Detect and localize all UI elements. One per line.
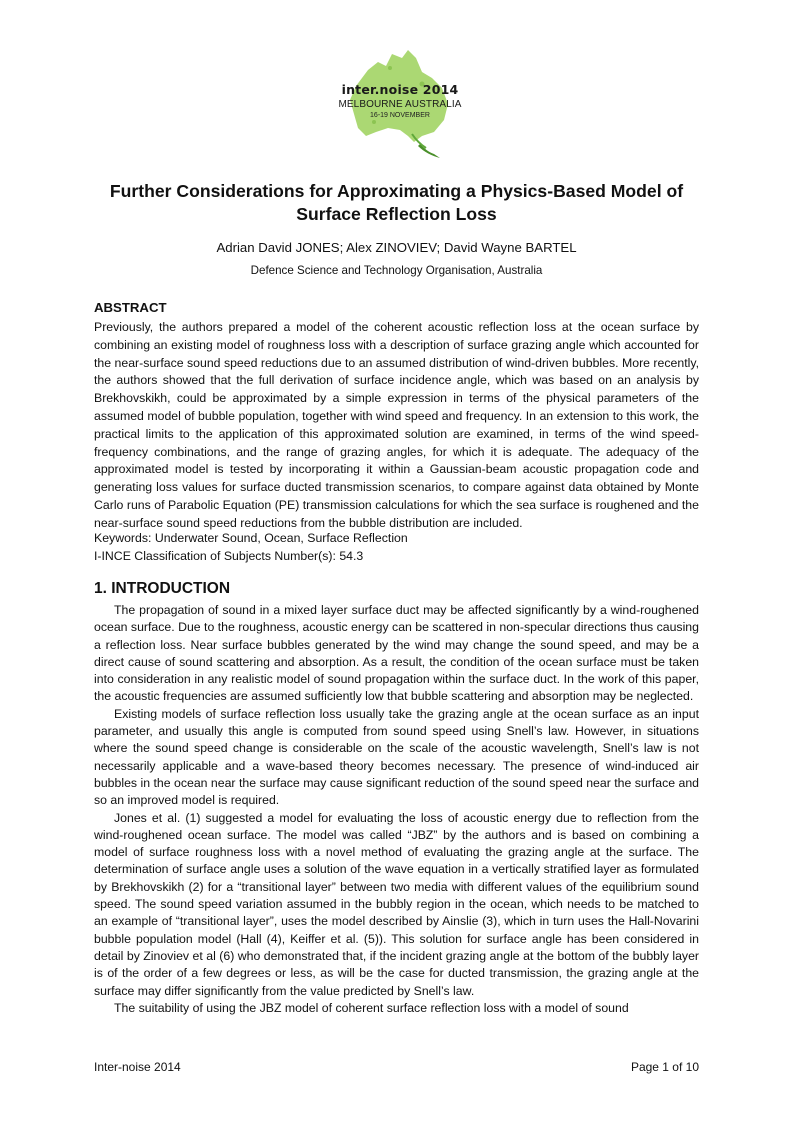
intro-paragraph: Jones et al. (1) suggested a model for evaluating the loss of acoustic energy due to reflection from the wind-roughened ocean surface. The model was called “JBZ” by the authors and is based on combining a model of surface roughness loss with a novel method of evaluating the grazing angle at the surface. The determination of surface angle uses a solution of the wave equation in a vertically stratified layer as formulated by Brekhovskikh (2) for a “transitional layer” between two media with different values of the equilibrium sound speed. The sound speed variation assumed in the bubbly region in the ocean, which needs to be matched to an example of “transitional layer”, uses the model described by Ainslie (3), which in turn uses the Hall-Novarini bubble population model (Hall (4), Keiffer et al. (5)). This solution for surface angle has been considered in detail by Zinoviev et al (6) who demonstrated that, if the incident grazing angle at the bottom of the bubbly layer is of the order of a few degrees or less, as will be the case for ducted transmission, the grazing angle at the surface may differ significantly from the value predicted by Snell’s law.: [94, 810, 699, 998]
intro-paragraph: The suitability of using the JBZ model of coherent surface reflection loss with a model of sound: [114, 1000, 629, 1015]
introduction-body: [94, 602, 699, 1017]
logo-dates: 16-19 NOVEMBER: [370, 112, 430, 119]
logo-title: inter.noise 2014: [341, 82, 459, 97]
abstract-text: Previously, the authors prepared a model of the coherent acoustic reflection loss at the ocean surface by combining an existing model of roughness loss with a description of surface grazing angle which accounted for the near-surface sound speed reductions due to an assumed distribution of wind-driven bubbles. More recently, the authors showed that the full derivation of surface incidence angle, which was based on an analysis by Brekhovskikh, could be approximated by a simple expression in terms of the physical parameters of the assumed model of bubble population, together with wind speed and frequency. In an extension to this work, the practical limits to the application of this approximated solution are examined, in terms of the wind speed-frequency combinations, and the range of grazing angles, for which it is adequate. The adequacy of the approximated model is tested by incorporating it within a Gaussian-beam acoustic propagation code and generating loss values for surface ducted transmission scenarios, to compare against data obtained by Monte Carlo runs of Parabolic Equation (PE) transmission calculations for which the sea surface is roughened and the near-surface sound speed reductions from the bubble distribution are included.: [94, 320, 699, 530]
paper-title: Further Considerations for Approximating a Physics-Based Model of Surface Reflection Loss: [109, 181, 684, 224]
author-affiliation: Defence Science and Technology Organisation, Australia: [250, 264, 543, 277]
keywords-line: Keywords: Underwater Sound, Ocean, Surface Reflection: [94, 531, 408, 545]
classification-line: I-INCE Classification of Subjects Number(s): 54.3: [94, 548, 364, 563]
keywords-block: [94, 530, 408, 565]
intro-paragraph: The propagation of sound in a mixed layer surface duct may be affected significantly by a wind-roughened ocean surface. Due to the roughness, acoustic energy can be scattered in non-specular directions thus causing a reflection loss. Near surface bubbles generated by the wind may change the sound speed, and may be a direct cause of sound scattering and absorption. As a result, the condition of the ocean surface must be taken into consideration in any realistic model of sound propagation within the surface duct. In the work of this paper, the acoustic frequencies are assumed sufficiently low that bubble scattering and absorption may be neglected.: [94, 603, 699, 704]
section-heading-introduction: 1. INTRODUCTION: [94, 580, 231, 597]
abstract-heading: ABSTRACT: [94, 300, 167, 315]
logo-location: MELBOURNE AUSTRALIA: [338, 99, 462, 110]
intro-paragraph: Existing models of surface reflection loss usually take the grazing angle at the ocean surface as an input parameter, and usually this angle is computed from sound speed using Snell’s law. However, in situations where the sound speed change is considerable on the scale of the acoustic wavelength, Snell’s law is not necessarily applicable and a wave-based theory becomes necessary. The presence of wind-induced air bubbles in the ocean near the surface may cause significant reduction of the sound speed near the surface and so an improved model is required.: [94, 706, 699, 808]
paper-authors: Adrian David JONES; Alex ZINOVIEV; David Wayne BARTEL: [216, 240, 577, 255]
footer-page-number: Page 1 of 10: [630, 1060, 699, 1074]
footer-conference: Inter-noise 2014: [94, 1060, 181, 1074]
conference-logo: [330, 48, 470, 166]
